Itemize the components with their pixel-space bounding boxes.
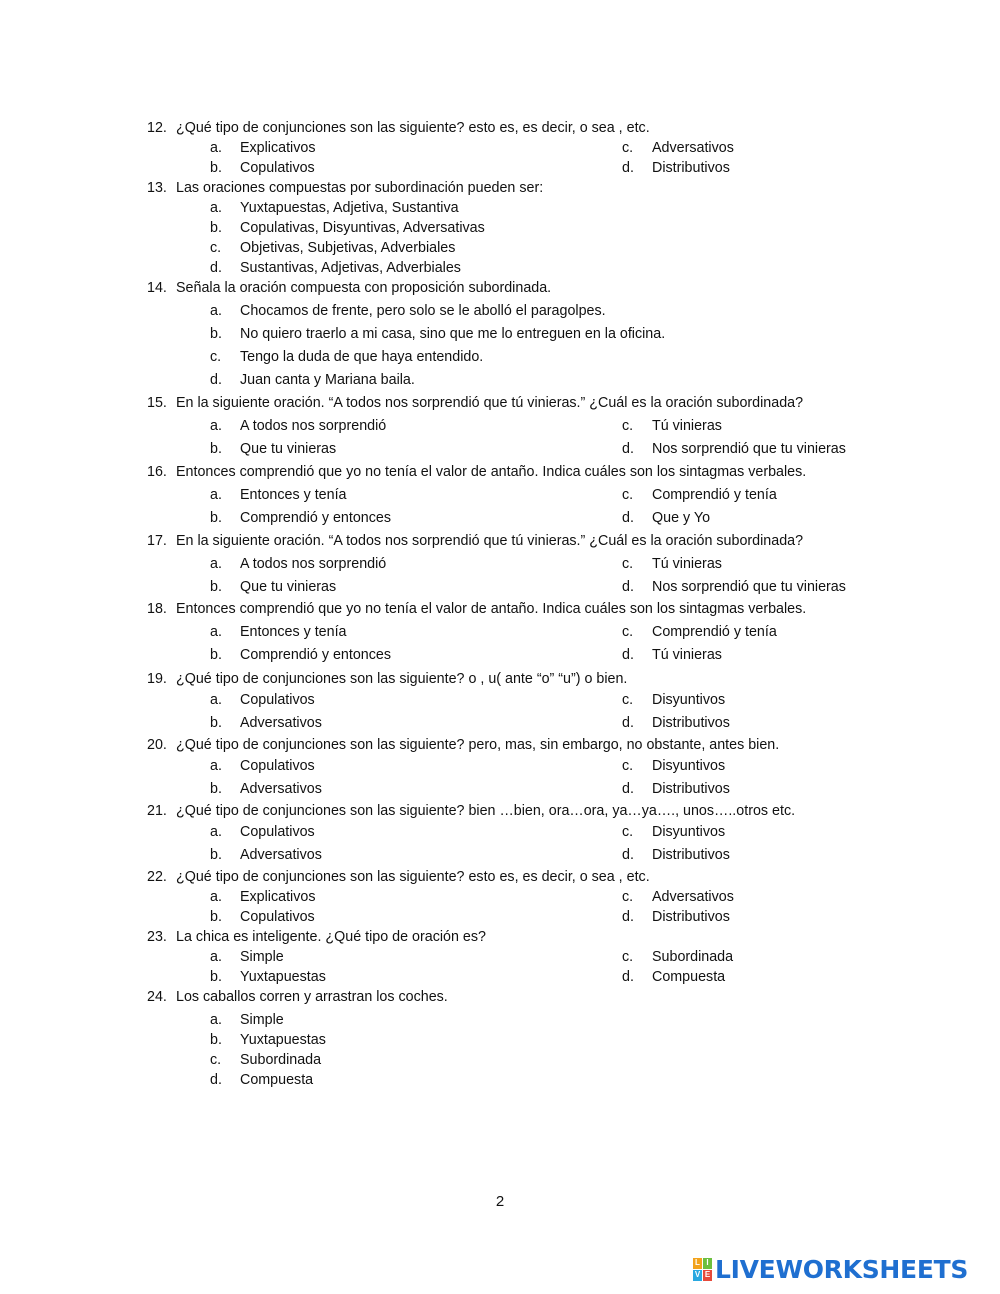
option-letter: a. <box>210 624 222 640</box>
option-text[interactable]: A todos nos sorprendió <box>240 556 387 572</box>
option-letter: c. <box>622 949 634 965</box>
option-letter: a. <box>210 692 222 708</box>
option-text[interactable]: Distributivos <box>652 781 730 797</box>
question-number: 23. <box>147 929 167 945</box>
option-letter: c. <box>622 692 634 708</box>
option-text[interactable]: Copulativos <box>240 758 315 774</box>
option-text[interactable]: Disyuntivos <box>652 692 726 708</box>
option-letter: b. <box>210 510 222 526</box>
mark-letter: L <box>693 1258 702 1269</box>
option-letter: d. <box>210 372 222 388</box>
option-letter: b. <box>210 220 222 236</box>
option-letter: c. <box>622 624 634 640</box>
option-letter: a. <box>210 487 222 503</box>
question-number: 12. <box>147 120 167 136</box>
option-text[interactable]: Entonces y tenía <box>240 624 347 640</box>
option-letter: b. <box>210 579 222 595</box>
option-letter: a. <box>210 889 222 905</box>
option-text[interactable]: Tú vinieras <box>652 556 722 572</box>
question-number: 22. <box>147 869 167 885</box>
option-text[interactable]: Comprendió y entonces <box>240 510 391 526</box>
option-letter: c. <box>210 240 222 256</box>
option-letter: d. <box>210 1072 222 1088</box>
option-letter: b. <box>210 909 222 925</box>
option-text[interactable]: Explicativos <box>240 140 316 156</box>
option-letter: b. <box>210 969 222 985</box>
option-text[interactable]: Juan canta y Mariana baila. <box>240 372 415 388</box>
option-text[interactable]: Comprendió y tenía <box>652 624 777 640</box>
option-text[interactable]: Nos sorprendió que tu vinieras <box>652 579 846 595</box>
option-text[interactable]: Distributivos <box>652 909 730 925</box>
question-number: 14. <box>147 280 167 296</box>
option-letter: d. <box>210 260 222 276</box>
question-number: 15. <box>147 395 167 411</box>
option-text[interactable]: Adversativos <box>240 715 322 731</box>
option-letter: c. <box>210 1052 222 1068</box>
option-text[interactable]: Simple <box>240 1012 284 1028</box>
liveworksheets-logo[interactable] <box>693 1255 968 1283</box>
option-text[interactable]: Objetivas, Subjetivas, Adverbiales <box>240 240 456 256</box>
option-letter: d. <box>622 781 634 797</box>
option-text[interactable]: Compuesta <box>240 1072 314 1088</box>
option-text[interactable]: Compuesta <box>652 969 726 985</box>
mark-letter: V <box>694 1270 701 1279</box>
option-text[interactable]: Distributivos <box>652 715 730 731</box>
option-letter: c. <box>622 418 634 434</box>
question-text: ¿Qué tipo de conjunciones son las siguiente? esto es, es decir, o sea , etc. <box>176 869 650 885</box>
option-letter: a. <box>210 1012 222 1028</box>
option-text[interactable]: Subordinada <box>240 1052 322 1068</box>
option-letter: b. <box>210 781 222 797</box>
option-text[interactable]: Comprendió y entonces <box>240 647 391 663</box>
option-letter: c. <box>622 556 634 572</box>
option-letter: c. <box>210 349 222 365</box>
option-text[interactable]: Adversativos <box>652 889 734 905</box>
option-letter: d. <box>622 969 634 985</box>
option-letter: d. <box>622 715 634 731</box>
option-text[interactable]: Distributivos <box>652 847 730 863</box>
option-text[interactable]: Yuxtapuestas <box>240 1032 326 1048</box>
question-text: La chica es inteligente. ¿Qué tipo de oración es? <box>176 929 486 945</box>
option-letter: d. <box>622 160 634 176</box>
option-text[interactable]: Copulativos <box>240 160 315 176</box>
liveworksheets-mark-icon <box>693 1258 712 1281</box>
option-letter: b. <box>210 715 222 731</box>
option-letter: d. <box>622 510 634 526</box>
option-letter: a. <box>210 949 222 965</box>
question-text: En la siguiente oración. “A todos nos sorprendió que tú vinieras.” ¿Cuál es la oración subordinada? <box>176 395 804 411</box>
option-text[interactable]: Que tu vinieras <box>240 441 337 457</box>
option-text[interactable]: Subordinada <box>652 949 734 965</box>
option-text[interactable]: Entonces y tenía <box>240 487 347 503</box>
option-letter: d. <box>622 847 634 863</box>
option-text[interactable]: Copulativos <box>240 909 315 925</box>
question-text: Entonces comprendió que yo no tenía el valor de antaño. Indica cuáles son los sintagmas verbales. <box>176 601 807 617</box>
question-text: ¿Qué tipo de conjunciones son las siguiente? pero, mas, sin embargo, no obstante, antes bien. <box>176 737 780 753</box>
option-letter: c. <box>622 824 634 840</box>
question-text: Las oraciones compuestas por subordinación pueden ser: <box>176 180 544 196</box>
option-letter: b. <box>210 647 222 663</box>
option-text[interactable]: Tú vinieras <box>652 418 722 434</box>
option-letter: d. <box>622 647 634 663</box>
mark-letter: E <box>704 1270 711 1279</box>
option-text[interactable]: Comprendió y tenía <box>652 487 777 503</box>
page-number: 2 <box>495 1193 505 1210</box>
option-letter: b. <box>210 441 222 457</box>
option-letter: c. <box>622 140 634 156</box>
option-letter: b. <box>210 326 222 342</box>
option-text[interactable]: Distributivos <box>652 160 730 176</box>
option-letter: b. <box>210 160 222 176</box>
question-number: 20. <box>147 737 167 753</box>
question-number: 19. <box>147 671 167 687</box>
option-text[interactable]: Copulativos <box>240 692 315 708</box>
question-text: ¿Qué tipo de conjunciones son las siguiente? esto es, es decir, o sea , etc. <box>176 120 650 136</box>
option-letter: b. <box>210 1032 222 1048</box>
option-letter: c. <box>622 889 634 905</box>
option-text[interactable]: Adversativos <box>240 847 322 863</box>
option-letter: a. <box>210 824 222 840</box>
option-text[interactable]: Yuxtapuestas, Adjetiva, Sustantiva <box>240 200 459 216</box>
question-text: ¿Qué tipo de conjunciones son las siguiente? bien …bien, ora…ora, ya…ya…., unos…..otros etc. <box>176 803 796 819</box>
option-text[interactable]: Copulativos <box>240 824 315 840</box>
question-number: 13. <box>147 180 167 196</box>
option-text[interactable]: Que tu vinieras <box>240 579 337 595</box>
question-text: Los caballos corren y arrastran los coches. <box>176 989 448 1005</box>
option-letter: a. <box>210 140 222 156</box>
option-text[interactable]: Copulativas, Disyuntivas, Adversativas <box>240 220 485 236</box>
option-text[interactable]: Yuxtapuestas <box>240 969 326 985</box>
option-text[interactable]: Sustantivas, Adjetivas, Adverbiales <box>240 260 461 276</box>
question-number: 17. <box>147 533 167 549</box>
mark-letter: I <box>703 1258 712 1269</box>
option-letter: b. <box>210 847 222 863</box>
question-text: ¿Qué tipo de conjunciones son las siguiente? o , u( ante “o” “u”) o bien. <box>176 671 628 687</box>
option-text[interactable]: Simple <box>240 949 284 965</box>
question-text: Entonces comprendió que yo no tenía el valor de antaño. Indica cuáles son los sintagmas verbales. <box>176 464 807 480</box>
option-text[interactable]: Adversativos <box>240 781 322 797</box>
option-letter: a. <box>210 418 222 434</box>
option-letter: c. <box>622 758 634 774</box>
question-number: 21. <box>147 803 167 819</box>
question-text: Señala la oración compuesta con proposición subordinada. <box>176 280 552 296</box>
brand-name: LIVEWORKSHEETS <box>715 1254 969 1284</box>
question-number: 18. <box>147 601 167 617</box>
option-letter: d. <box>622 441 634 457</box>
option-letter: c. <box>622 487 634 503</box>
question-text: En la siguiente oración. “A todos nos sorprendió que tú vinieras.” ¿Cuál es la oración subordinada? <box>176 533 804 549</box>
option-text[interactable]: A todos nos sorprendió <box>240 418 387 434</box>
option-text[interactable]: Que y Yo <box>652 510 711 526</box>
option-letter: a. <box>210 556 222 572</box>
option-text[interactable]: Explicativos <box>240 889 316 905</box>
option-text[interactable]: Disyuntivos <box>652 758 726 774</box>
option-text[interactable]: Tengo la duda de que haya entendido. <box>240 349 484 365</box>
question-number: 16. <box>147 464 167 480</box>
option-letter: a. <box>210 758 222 774</box>
option-text[interactable]: Disyuntivos <box>652 824 726 840</box>
option-text[interactable]: Adversativos <box>652 140 734 156</box>
option-text[interactable]: Chocamos de frente, pero solo se le abolló el paragolpes. <box>240 303 606 319</box>
option-letter: a. <box>210 200 222 216</box>
option-letter: a. <box>210 303 222 319</box>
option-letter: d. <box>622 579 634 595</box>
option-text[interactable]: Nos sorprendió que tu vinieras <box>652 441 846 457</box>
option-letter: d. <box>622 909 634 925</box>
option-text[interactable]: No quiero traerlo a mi casa, sino que me lo entreguen en la oficina. <box>240 326 666 342</box>
option-text[interactable]: Tú vinieras <box>652 647 722 663</box>
question-number: 24. <box>147 989 167 1005</box>
